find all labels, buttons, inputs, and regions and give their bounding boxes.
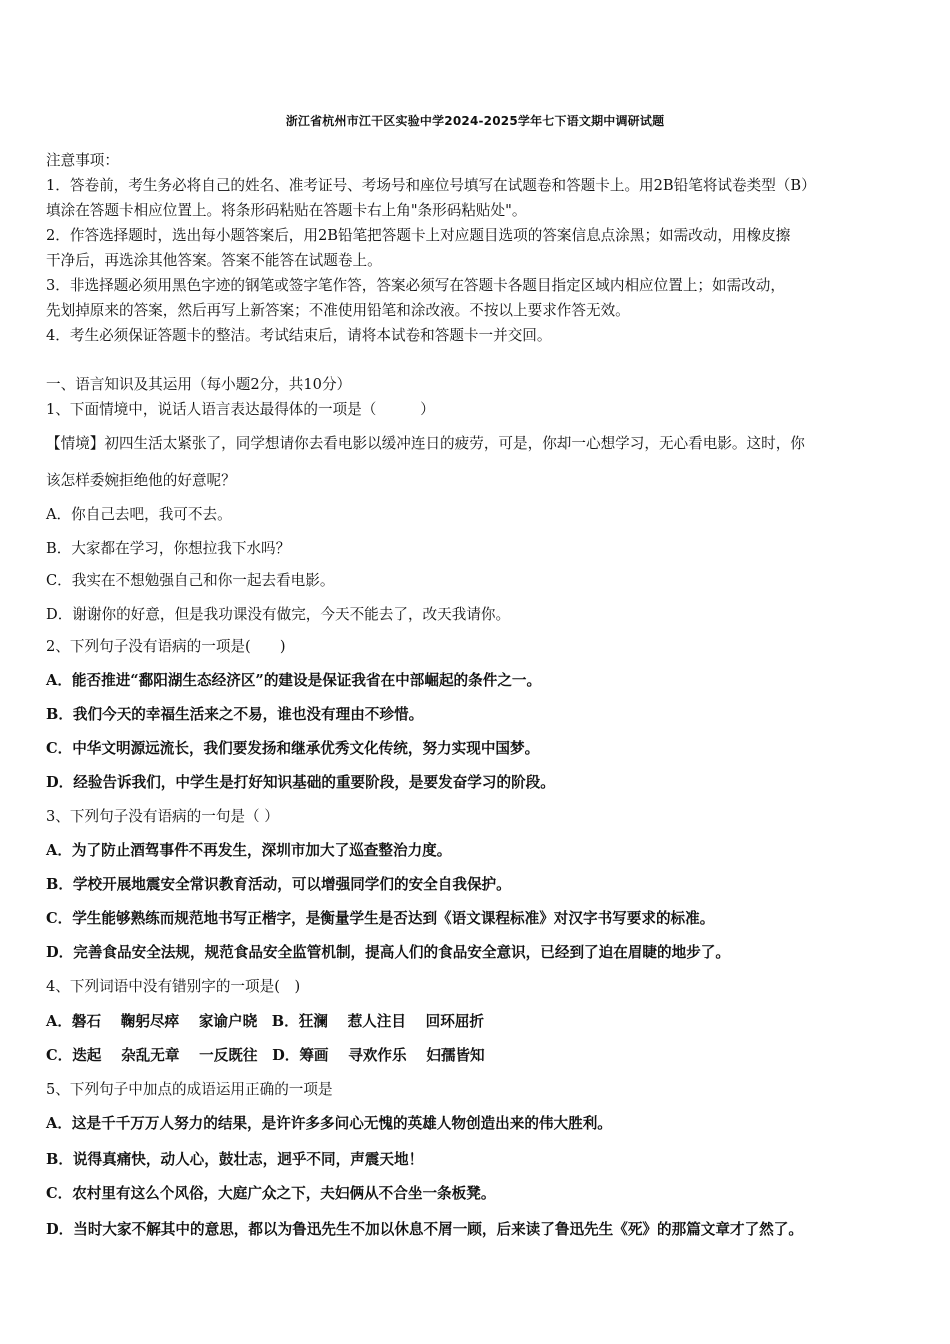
- option: B．我们今天的幸福生活来之不易，谁也没有理由不珍惜。: [46, 706, 424, 723]
- notice-line: 4．考生必须保证答题卡的整洁。考试结束后，请将本试卷和答题卡一并交回。: [46, 327, 552, 344]
- notice-line: 1．答卷前，考生务必将自己的姓名、准考证号、考场号和座位号填写在试题卷和答题卡上。用2B铅笔将试卷类型（B）: [46, 177, 816, 194]
- page-title: 浙江省杭州市江干区实验中学2024-2025学年七下语文期中调研试题: [285, 114, 665, 128]
- notice-heading: 注意事项：: [46, 152, 119, 169]
- option: A．你自己去吧，我可不去。: [46, 506, 232, 523]
- option: D．完善食品安全法规，规范食品安全监管机制，提高人们的食品安全意识，已经到了迫在眉睫的地步了。: [46, 944, 730, 961]
- option: C．迭起 杂乱无章 一反既往 D．筹画 寻欢作乐 妇孺皆知: [46, 1047, 485, 1064]
- option: A．能否推进“鄱阳湖生态经济区”的建设是保证我省在中部崛起的条件之一。: [46, 672, 542, 689]
- option: C．农村里有这么个风俗，大庭广众之下，夫妇俩从不合坐一条板凳。: [46, 1185, 496, 1202]
- question-stem: 1、下面情境中，说话人语言表达最得体的一项是（ ）: [46, 401, 435, 418]
- question-stem: 5、下列句子中加点的成语运用正确的一项是: [46, 1081, 333, 1098]
- option: D．谢谢你的好意，但是我功课没有做完，今天不能去了，改天我请你。: [46, 606, 511, 623]
- option: B．大家都在学习，你想拉我下水吗？: [46, 540, 291, 557]
- notice-line: 干净后，再选涂其他答案。答案不能答在试题卷上。: [46, 252, 382, 269]
- notice-line: 3．非选择题必须用黑色字迹的钢笔或签字笔作答，答案必须写在答题卡各题目指定区域内相应位置上；如需改动，: [46, 277, 785, 294]
- question-stem: 3、下列句子没有语病的一句是（ ）: [46, 808, 279, 825]
- option: D．当时大家不解其中的意思，都以为鲁迅先生不加以休息不屑一顾，后来读了鲁迅先生《死》的那篇文章才了然了。: [46, 1221, 803, 1238]
- option: B．学校开展地震安全常识教育活动，可以增强同学们的安全自我保护。: [46, 876, 511, 893]
- option: A．磐石 鞠躬尽瘁 家谕户晓 B．狂澜 惹人注目 回环屈折: [46, 1013, 485, 1030]
- option: C．中华文明源远流长，我们要发扬和继承优秀文化传统，努力实现中国梦。: [46, 740, 540, 757]
- option: D．经验告诉我们，中学生是打好知识基础的重要阶段，是要发奋学习的阶段。: [46, 774, 555, 791]
- section-heading: 一、语言知识及其运用（每小题2分，共10分）: [46, 376, 352, 393]
- notice-line: 先划掉原来的答案，然后再写上新答案；不准使用铅笔和涂改液。不按以上要求作答无效。: [46, 302, 630, 319]
- notice-line: 填涂在答题卡相应位置上。将条形码粘贴在答题卡右上角"条形码粘贴处"。: [46, 202, 527, 219]
- option: A．为了防止酒驾事件不再发生，深圳市加大了巡查整治力度。: [46, 842, 452, 859]
- option: B．说得真痛快，动人心，鼓壮志，迥乎不同，声震天地！: [46, 1151, 424, 1168]
- option: C．我实在不想勉强自己和你一起去看电影。: [46, 572, 335, 589]
- question-context: 【情境】初四生活太紧张了，同学想请你去看电影以缓冲连日的疲劳，可是，你却一心想学习，无心看电影。这时，你: [46, 435, 805, 452]
- question-context: 该怎样委婉拒绝他的好意呢？: [46, 472, 236, 489]
- question-stem: 4、下列词语中没有错别字的一项是( ): [46, 978, 301, 995]
- option: A．这是千千万万人努力的结果，是许许多多问心无愧的英雄人物创造出来的伟大胜利。: [46, 1115, 612, 1132]
- notice-line: 2．作答选择题时，选出每小题答案后，用2B铅笔把答题卡上对应题目选项的答案信息点涂黑；如需改动，用橡皮擦: [46, 227, 791, 244]
- question-stem: 2、下列句子没有语病的一项是( ): [46, 638, 286, 655]
- option: C．学生能够熟练而规范地书写正楷字，是衡量学生是否达到《语文课程标准》对汉字书写要求的标准。: [46, 910, 715, 927]
